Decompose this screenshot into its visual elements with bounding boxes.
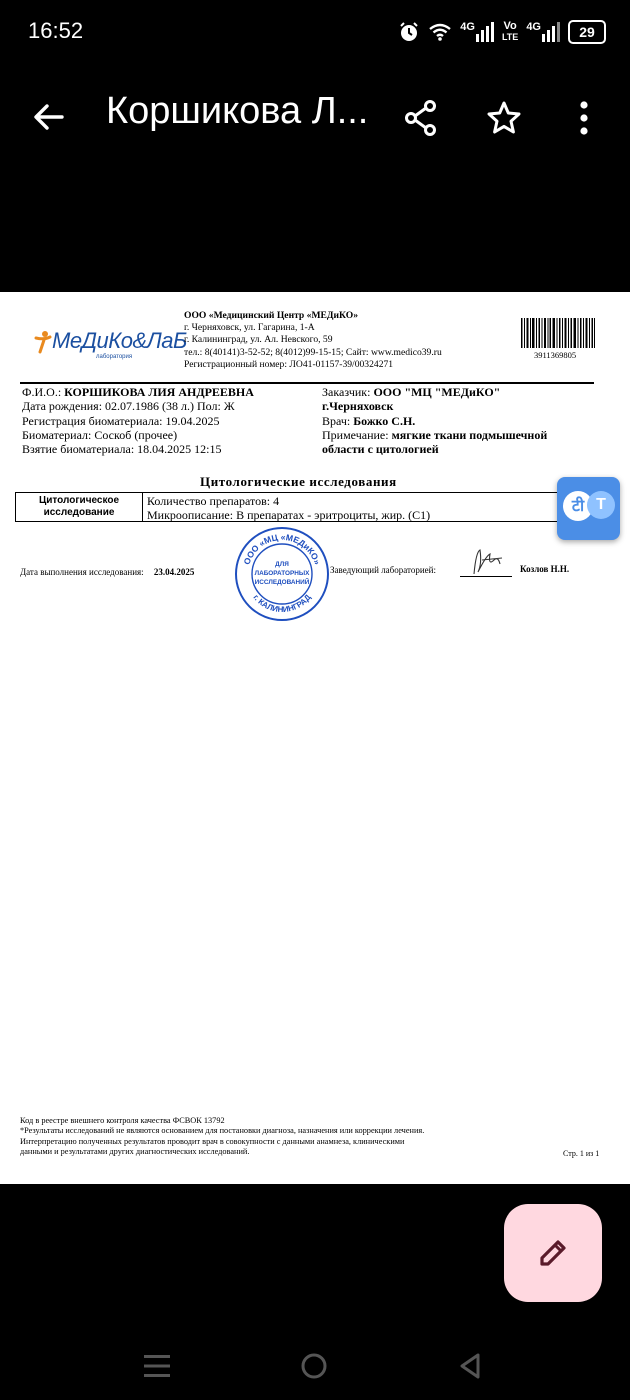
translate-glyph-latin: T xyxy=(587,491,615,519)
app-bar xyxy=(0,64,630,174)
table-row: Количество препаратов: 4 xyxy=(147,494,280,508)
barcode xyxy=(521,318,595,348)
doctor-label: Врач: xyxy=(322,414,351,428)
completion-date-value: 23.04.2025 xyxy=(153,567,195,577)
logo-text: МеДиКо&ЛаБ xyxy=(52,328,187,353)
star-icon[interactable] xyxy=(486,100,522,136)
stamp-ring-bottom: г. КАЛИНИНГРАД xyxy=(251,592,313,615)
customer-row xyxy=(322,385,500,400)
clinic-logo xyxy=(34,328,187,354)
fio-label: Ф.И.О.: xyxy=(22,385,62,399)
volte-badge xyxy=(502,21,518,43)
customer-label: Заказчик: xyxy=(322,385,371,399)
document-footer xyxy=(20,1116,424,1157)
volte-top: Vo xyxy=(503,20,517,32)
note-label: Примечание: xyxy=(322,428,389,442)
org-address-2: г. Калининград, ул. Ал. Невского, 59 xyxy=(184,334,333,346)
alarm-icon xyxy=(398,21,420,43)
stamp-center-3: ИССЛЕДОВАНИЙ xyxy=(254,579,310,586)
header-divider xyxy=(20,382,594,384)
note-value-2: области с цитологией xyxy=(322,442,439,456)
signal-bars-icon xyxy=(476,22,494,42)
org-contacts: тел.: 8(40141)3-52-52; 8(4012)99-15-15; Сайт: www.medico39.ru xyxy=(184,346,442,358)
patient-name: КОРШИКОВА ЛИЯ АНДРЕЕВНА xyxy=(64,385,254,399)
share-icon[interactable] xyxy=(404,100,438,136)
edit-pencil-icon xyxy=(536,1236,570,1270)
status-icons xyxy=(398,16,606,48)
patient-dob: Дата рождения: 02.07.1986 (38 л.) Пол: Ж xyxy=(22,399,235,413)
note-value-1: мягкие ткани подмышечной xyxy=(391,428,548,442)
status-time: 16:52 xyxy=(28,18,84,43)
biomaterial-taken: Взятие биоматериала: 18.04.2025 12:15 xyxy=(22,442,222,456)
battery-indicator: 29 xyxy=(568,20,606,44)
lab-head-label: Заведующий лабораторией: xyxy=(330,565,436,575)
edit-fab[interactable] xyxy=(504,1204,602,1302)
biomaterial-registration: Регистрация биоматериала: 19.04.2025 xyxy=(22,414,220,428)
net2-label: 4G xyxy=(526,21,541,33)
translate-glyph-hindi: टी xyxy=(563,491,593,521)
section-title: Цитологические исследования xyxy=(200,474,397,489)
wifi-icon xyxy=(428,22,452,42)
table-test-name: Цитологическое исследование xyxy=(16,493,143,521)
back-icon[interactable] xyxy=(458,1352,482,1380)
signal-2 xyxy=(526,22,560,42)
org-name: ООО «Медицинский Центр «МЕДиКО» xyxy=(184,310,359,321)
stamp-center-1: ДЛЯ xyxy=(275,561,289,568)
logo-figure-icon xyxy=(34,330,52,354)
signature xyxy=(460,546,516,578)
more-vert-icon[interactable] xyxy=(572,100,596,136)
patient-name-row xyxy=(22,385,254,400)
stamp-center-2: ЛАБОРАТОРНЫХ xyxy=(254,570,310,577)
org-address-1: г. Черняховск, ул. Гагарина, 1-А xyxy=(184,322,315,334)
document-page xyxy=(0,292,630,1184)
lab-stamp xyxy=(234,526,330,622)
back-arrow-icon[interactable] xyxy=(32,100,66,134)
organization-header xyxy=(184,310,442,371)
customer-city: г.Черняховск xyxy=(322,399,394,413)
signal-1 xyxy=(460,22,494,42)
footer-line: *Результаты исследований не являются основанием для постановки диагноза, назначения или коррекции лечения. xyxy=(20,1126,425,1136)
footer-line: Код в реестре внешнего контроля качества ФСВОК 13792 xyxy=(20,1116,225,1125)
translate-button[interactable] xyxy=(557,477,620,540)
volte-bottom: LTE xyxy=(501,32,519,42)
biomaterial-type: Биоматериал: Соскоб (прочее) xyxy=(22,428,178,442)
table-results xyxy=(147,494,430,522)
note-row xyxy=(322,428,547,443)
completion-date-label: Дата выполнения исследования: xyxy=(20,567,144,577)
results-table xyxy=(15,492,615,522)
page-number: Стр. 1 из 1 xyxy=(563,1149,600,1158)
recents-icon[interactable] xyxy=(144,1354,170,1378)
net1-label: 4G xyxy=(460,21,475,33)
signal-bars-icon xyxy=(542,22,560,42)
doctor-value: Божко С.Н. xyxy=(353,414,416,428)
completion-date-row xyxy=(20,567,194,577)
status-bar xyxy=(0,0,630,64)
org-registration: Регистрационный номер: ЛО41-01157-39/00324271 xyxy=(184,358,394,370)
lab-head-name: Козлов Н.Н. xyxy=(520,564,570,574)
footer-line: данными и результатами других диагностических исследований. xyxy=(20,1146,250,1156)
home-icon[interactable] xyxy=(300,1352,328,1380)
logo-subtitle: лаборатория xyxy=(96,354,133,360)
system-nav-bar xyxy=(0,1330,630,1400)
barcode-number: 3911369805 xyxy=(534,350,577,360)
table-row: Микроописание: В препаратах - эритроциты, жир. (С1) xyxy=(147,508,431,522)
doctor-row xyxy=(322,414,415,429)
customer-value: ООО "МЦ "МЕДиКО" xyxy=(373,385,501,399)
footer-line: Интерпретацию полученных результатов проводит врач в совокупности с данными анамнеза, клиническими xyxy=(20,1136,405,1146)
stamp-ring-top: ООО «МЦ «МЕДиКО» xyxy=(241,531,323,566)
document-title: Коршикова Л... xyxy=(106,90,369,132)
